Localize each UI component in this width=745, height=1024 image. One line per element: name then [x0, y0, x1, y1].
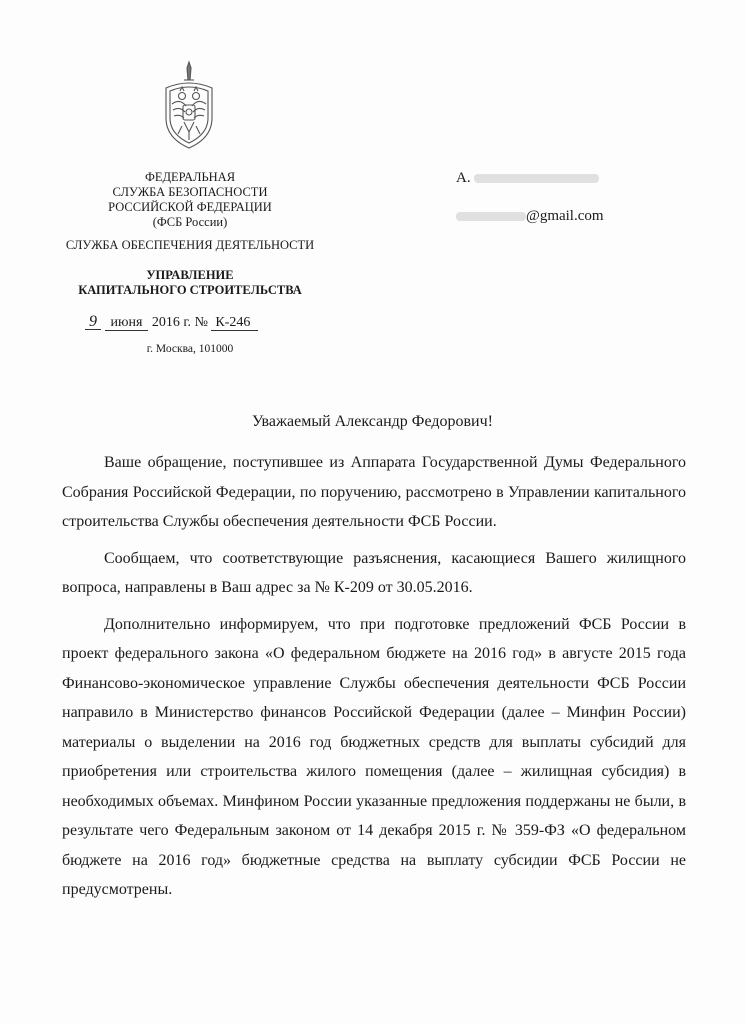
redacted-name — [474, 174, 599, 183]
body-paragraph: Ваше обращение, поступившее из Аппарата Государственной Думы Федерального Собрания Российской Федерации, по поручению, рассмотрено в Управлении капитального строительства Службы обеспечения деятельности ФСБ России. — [62, 454, 686, 530]
agency-line: (ФСБ России) — [152, 215, 228, 229]
number-sign: № — [194, 315, 208, 330]
agency-line: СЛУЖБА БЕЗОПАСНОСТИ — [112, 185, 268, 199]
fsb-emblem-icon — [160, 60, 218, 152]
recipient-email — [456, 208, 604, 225]
recipient-name — [456, 170, 599, 187]
body-paragraph: Сообщаем, что соответствующие разъяснения, касающиеся Вашего жилищного вопроса, направлены в Ваш адрес за № К-209 от 30.05.2016. — [62, 549, 686, 596]
body-paragraph: Дополнительно информируем, что при подготовке предложений ФСБ России в проект федерального закона «О федеральном бюджете на 2016 год» в августе 2015 года Финансово-экономическое управление Службы обеспечения деятельности ФСБ России направило в Министерство финансов Российской Федерации (далее – Минфин России) материалы о выделении на 2016 год бюджетных средств для выплаты субсидий для приобретения или строительства жилого помещения (далее – жилищная субсидия) в необходимых объемах. Минфином России указанные предложения поддержаны не были, в результате чего Федеральным законом от 14 декабря 2015 г. № 359-ФЗ «О федеральном бюджете на 2016 год» бюджетные средства на выплату субсидии ФСБ России не предусмотрены. — [62, 615, 686, 898]
date-month: июня — [105, 315, 149, 331]
agency-name-block — [90, 170, 290, 230]
service-name: СЛУЖБА ОБЕСПЕЧЕНИЯ ДЕЯТЕЛЬНОСТИ — [65, 238, 315, 252]
city-postcode: г. Москва, 101000 — [146, 343, 234, 355]
department-name-block — [40, 268, 340, 298]
recipient-initial: А. — [456, 170, 471, 186]
letter-body — [62, 448, 686, 912]
salutation: Уважаемый Александр Федорович! — [252, 413, 493, 430]
date-year: 2016 г. — [151, 315, 192, 330]
redacted-email-user — [456, 212, 526, 221]
date-day: 9 — [85, 314, 101, 330]
email-domain: @gmail.com — [526, 208, 604, 224]
date-and-number-line — [85, 314, 258, 331]
department-line: УПРАВЛЕНИЕ — [146, 268, 234, 282]
agency-line: РОССИЙСКОЙ ФЕДЕРАЦИИ — [108, 200, 272, 214]
department-line: КАПИТАЛЬНОГО СТРОИТЕЛЬСТВА — [78, 283, 302, 297]
agency-line: ФЕДЕРАЛЬНАЯ — [144, 170, 236, 184]
registration-number: К-246 — [211, 315, 258, 331]
